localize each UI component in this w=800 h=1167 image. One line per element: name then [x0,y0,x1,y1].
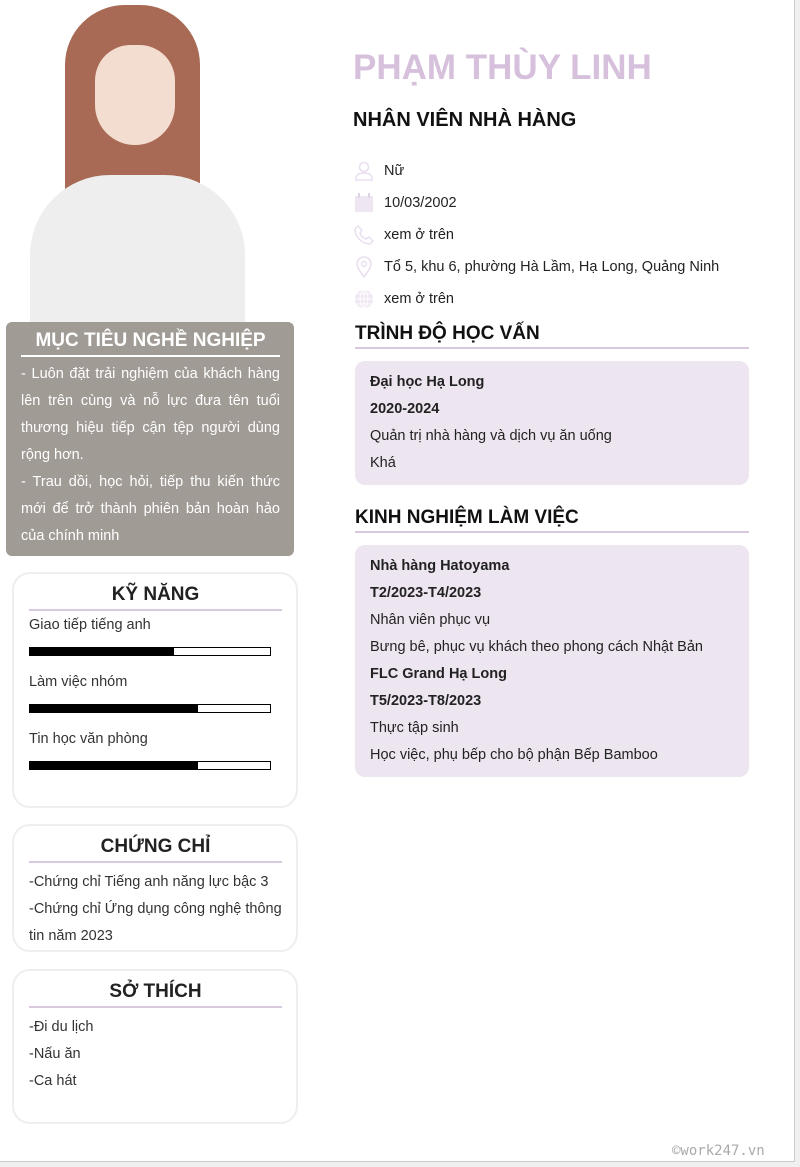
skill-bar-fill [30,762,198,769]
skill-bar [29,761,271,770]
experience-box [355,545,749,777]
job-role: Thực tập sinh [370,720,459,736]
candidate-name: PHẠM THÙY LINH [353,48,652,87]
section-title: SỞ THÍCH [29,981,282,1008]
job-title: NHÂN VIÊN NHÀ HÀNG [353,109,577,131]
company-name: Nhà hàng Hatoyama [370,558,510,574]
education-box [355,361,749,485]
cert-item: -Chứng chỉ Ứng dụng công nghệ thông tin năm 2023 [29,901,282,944]
user-icon [353,160,375,182]
section-title: KỸ NĂNG [29,584,282,611]
skill-bar [29,704,271,713]
gender-text: Nữ [384,163,405,179]
section-title: TRÌNH ĐỘ HỌC VẤN [355,323,749,349]
skill-name: Làm việc nhóm [29,674,128,690]
job-desc: Bưng bê, phục vụ khách theo phong cách Nhật Bản [370,639,703,655]
calendar-icon [353,192,375,214]
career-goal-section [6,322,294,556]
skill-name: Giao tiếp tiếng anh [29,617,151,633]
job-role: Nhân viên phục vụ [370,612,491,628]
hobby-item: -Đi du lịch [29,1019,94,1035]
watermark: ©work247.vn [672,1143,765,1159]
hobbies-section [12,969,298,1124]
address-text: Tổ 5, khu 6, phường Hà Lầm, Hạ Long, Quảng Ninh [384,259,720,275]
section-title: KINH NGHIỆM LÀM VIỆC [355,507,749,533]
website-text: xem ở trên [384,291,454,307]
phone-text: xem ở trên [384,227,454,243]
skill-bar [29,647,271,656]
info-row-website [353,283,719,315]
education-period: 2020-2024 [370,401,440,417]
skill-bar-fill [30,705,198,712]
goal-line: - Trau dồi, học hỏi, tiếp thu kiến thức mới để trở thành phiên bản hoàn hảo của chính minh [21,474,280,544]
info-row-address [353,251,719,283]
profile-photo [30,5,245,323]
section-title: CHỨNG CHỈ [29,836,282,863]
hobby-item: -Ca hát [29,1073,77,1089]
grade: Khá [370,455,396,471]
info-row-gender [353,155,719,187]
goal-line: - Luôn đặt trải nghiệm của khách hàng lên trên cùng và nỗ lực đưa tên tuổi thương hiệu tiếp cận tệp người dùng rộng hơn. [21,366,280,463]
birthday-text: 10/03/2002 [384,195,457,211]
info-row-birthday [353,187,719,219]
education-section [355,323,749,485]
hobby-item: -Nấu ăn [29,1046,81,1062]
job-desc: Học việc, phụ bếp cho bộ phận Bếp Bamboo [370,747,658,763]
skill-bar-fill [30,648,174,655]
info-row-phone [353,219,719,251]
company-name: FLC Grand Hạ Long [370,666,507,682]
major: Quản trị nhà hàng và dịch vụ ăn uống [370,428,612,444]
cert-item: -Chứng chỉ Tiếng anh năng lực bậc 3 [29,874,269,890]
certificates-section [12,824,298,952]
school-name: Đại học Hạ Long [370,374,485,390]
location-icon [353,256,375,278]
globe-icon [353,288,375,310]
skill-name: Tin học văn phòng [29,731,148,747]
section-title: MỤC TIÊU NGHỀ NGHIỆP [21,330,280,357]
skills-section [12,572,298,808]
phone-icon [353,224,375,246]
experience-section [355,507,749,777]
job-period: T5/2023-T8/2023 [370,693,482,709]
job-period: T2/2023-T4/2023 [370,585,482,601]
contact-info [353,155,719,315]
